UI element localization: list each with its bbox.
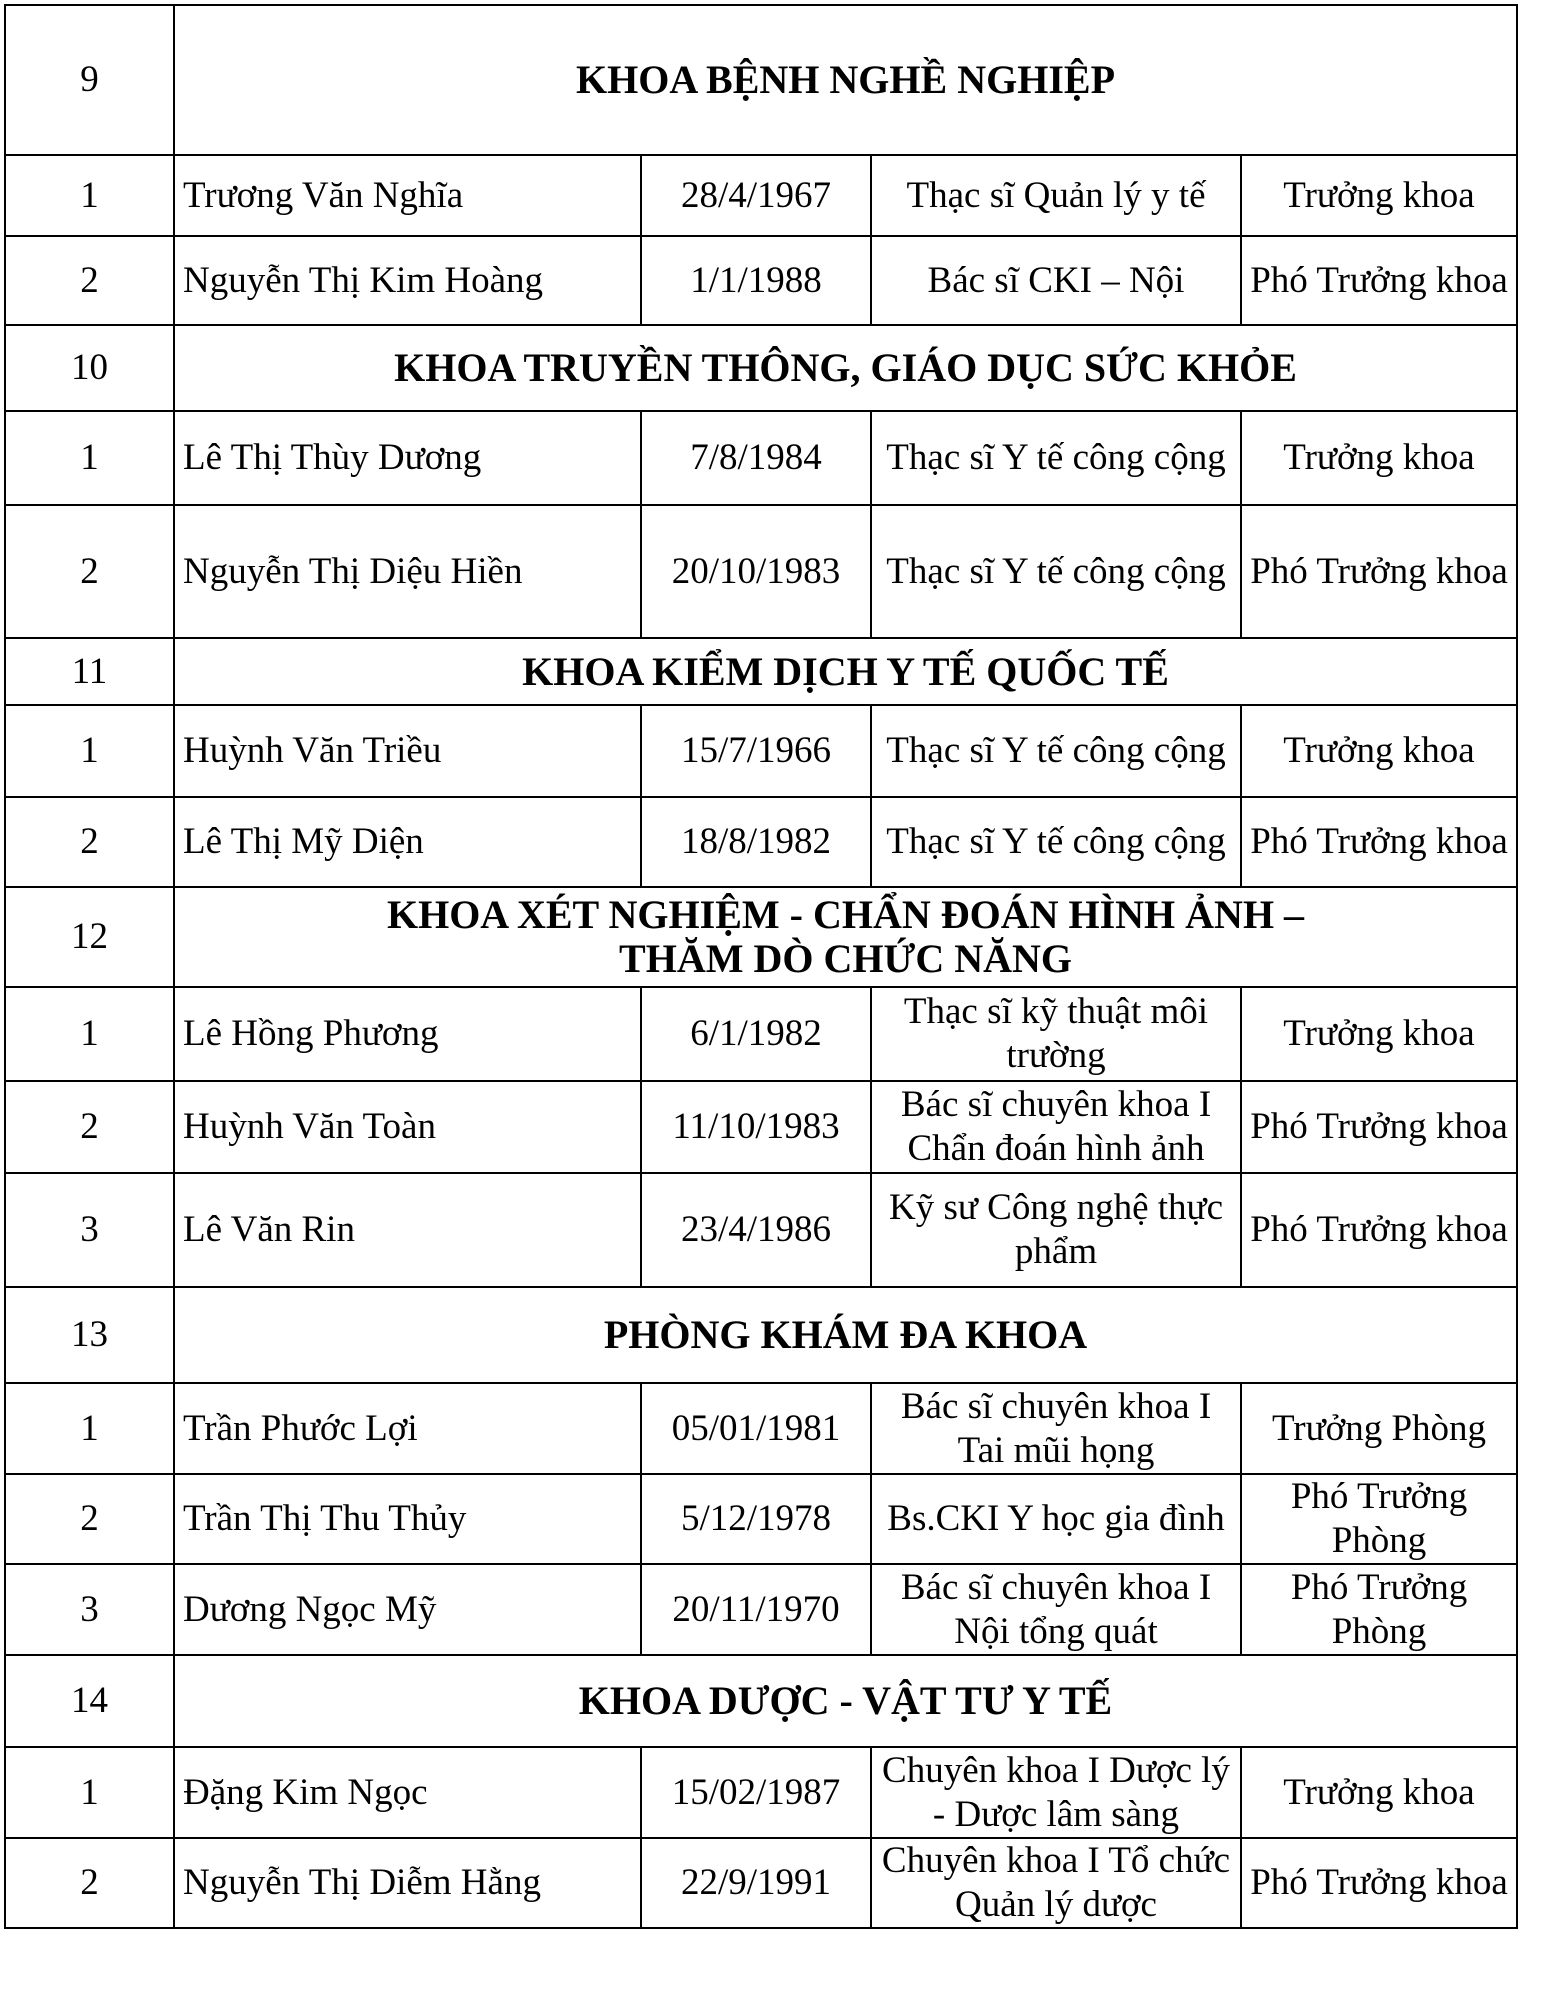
staff-row (5, 1474, 1517, 1564)
date-of-birth: 18/8/1982 (641, 797, 871, 887)
staff-name: Lê Thị Mỹ Diện (174, 797, 641, 887)
position: Trưởng khoa (1241, 705, 1517, 797)
section-number: 12 (5, 887, 174, 987)
qualification: Bác sĩ CKI – Nội (871, 236, 1241, 325)
date-of-birth: 20/10/1983 (641, 505, 871, 638)
date-of-birth: 15/7/1966 (641, 705, 871, 797)
row-number: 2 (5, 1474, 174, 1564)
section-number: 10 (5, 325, 174, 411)
position: Trưởng Phòng (1241, 1383, 1517, 1474)
position: Phó Trưởng khoa (1241, 1838, 1517, 1928)
section-title: KHOA DƯỢC - VẬT TƯ Y TẾ (174, 1655, 1517, 1747)
staff-table (4, 4, 1518, 1929)
position: Phó Trưởng khoa (1241, 236, 1517, 325)
qualification: Bs.CKI Y học gia đình (871, 1474, 1241, 1564)
qualification: Bác sĩ chuyên khoa I Tai mũi họng (871, 1383, 1241, 1474)
staff-row (5, 236, 1517, 325)
staff-name: Nguyễn Thị Kim Hoàng (174, 236, 641, 325)
qualification: Kỹ sư Công nghệ thực phẩm (871, 1173, 1241, 1287)
position: Trưởng khoa (1241, 411, 1517, 505)
section-title: KHOA TRUYỀN THÔNG, GIÁO DỤC SỨC KHỎE (174, 325, 1517, 411)
date-of-birth: 6/1/1982 (641, 987, 871, 1081)
date-of-birth: 23/4/1986 (641, 1173, 871, 1287)
date-of-birth: 5/12/1978 (641, 1474, 871, 1564)
section-header-row (5, 325, 1517, 411)
staff-row (5, 1564, 1517, 1655)
position: Phó Trưởng Phòng (1241, 1564, 1517, 1655)
date-of-birth: 05/01/1981 (641, 1383, 871, 1474)
date-of-birth: 15/02/1987 (641, 1747, 871, 1838)
staff-name: Trần Phước Lợi (174, 1383, 641, 1474)
row-number: 2 (5, 797, 174, 887)
staff-name: Lê Hồng Phương (174, 987, 641, 1081)
staff-row (5, 505, 1517, 638)
section-title: KHOA BỆNH NGHỀ NGHIỆP (174, 5, 1517, 155)
row-number: 1 (5, 705, 174, 797)
qualification: Thạc sĩ Y tế công cộng (871, 797, 1241, 887)
qualification: Chuyên khoa I Dược lý - Dược lâm sàng (871, 1747, 1241, 1838)
qualification: Thạc sĩ Y tế công cộng (871, 705, 1241, 797)
position: Phó Trưởng khoa (1241, 1081, 1517, 1173)
date-of-birth: 7/8/1984 (641, 411, 871, 505)
section-number: 11 (5, 638, 174, 705)
qualification: Thạc sĩ Y tế công cộng (871, 411, 1241, 505)
section-header-row (5, 887, 1517, 987)
staff-row (5, 1747, 1517, 1838)
staff-row (5, 1173, 1517, 1287)
date-of-birth: 11/10/1983 (641, 1081, 871, 1173)
staff-name: Lê Thị Thùy Dương (174, 411, 641, 505)
section-header-row (5, 5, 1517, 155)
staff-row (5, 1383, 1517, 1474)
staff-row (5, 155, 1517, 236)
date-of-birth: 28/4/1967 (641, 155, 871, 236)
staff-row (5, 1081, 1517, 1173)
staff-name: Huỳnh Văn Toàn (174, 1081, 641, 1173)
row-number: 1 (5, 1747, 174, 1838)
staff-name: Nguyễn Thị Diễm Hằng (174, 1838, 641, 1928)
staff-row (5, 797, 1517, 887)
date-of-birth: 20/11/1970 (641, 1564, 871, 1655)
row-number: 3 (5, 1173, 174, 1287)
qualification: Thạc sĩ Y tế công cộng (871, 505, 1241, 638)
section-title: PHÒNG KHÁM ĐA KHOA (174, 1287, 1517, 1383)
position: Phó Trưởng Phòng (1241, 1474, 1517, 1564)
staff-row (5, 411, 1517, 505)
row-number: 1 (5, 411, 174, 505)
qualification: Chuyên khoa I Tổ chức Quản lý dược (871, 1838, 1241, 1928)
position: Trưởng khoa (1241, 987, 1517, 1081)
qualification: Thạc sĩ Quản lý y tế (871, 155, 1241, 236)
row-number: 2 (5, 1838, 174, 1928)
position: Phó Trưởng khoa (1241, 505, 1517, 638)
row-number: 3 (5, 1564, 174, 1655)
section-header-row (5, 1655, 1517, 1747)
staff-row (5, 705, 1517, 797)
date-of-birth: 22/9/1991 (641, 1838, 871, 1928)
qualification: Bác sĩ chuyên khoa I Nội tổng quát (871, 1564, 1241, 1655)
section-number: 9 (5, 5, 174, 155)
staff-table-body (5, 5, 1517, 1928)
staff-name: Nguyễn Thị Diệu Hiền (174, 505, 641, 638)
staff-name: Lê Văn Rin (174, 1173, 641, 1287)
section-number: 14 (5, 1655, 174, 1747)
qualification: Bác sĩ chuyên khoa I Chẩn đoán hình ảnh (871, 1081, 1241, 1173)
row-number: 1 (5, 155, 174, 236)
staff-name: Dương Ngọc Mỹ (174, 1564, 641, 1655)
qualification: Thạc sĩ kỹ thuật môi trường (871, 987, 1241, 1081)
section-header-row (5, 1287, 1517, 1383)
row-number: 1 (5, 987, 174, 1081)
staff-name: Trương Văn Nghĩa (174, 155, 641, 236)
row-number: 2 (5, 236, 174, 325)
row-number: 1 (5, 1383, 174, 1474)
staff-row (5, 1838, 1517, 1928)
section-title: KHOA KIỂM DỊCH Y TẾ QUỐC TẾ (174, 638, 1517, 705)
staff-name: Huỳnh Văn Triều (174, 705, 641, 797)
date-of-birth: 1/1/1988 (641, 236, 871, 325)
staff-name: Trần Thị Thu Thủy (174, 1474, 641, 1564)
section-header-row (5, 638, 1517, 705)
position: Phó Trưởng khoa (1241, 797, 1517, 887)
staff-name: Đặng Kim Ngọc (174, 1747, 641, 1838)
row-number: 2 (5, 1081, 174, 1173)
position: Trưởng khoa (1241, 155, 1517, 236)
section-number: 13 (5, 1287, 174, 1383)
staff-row (5, 987, 1517, 1081)
row-number: 2 (5, 505, 174, 638)
position: Trưởng khoa (1241, 1747, 1517, 1838)
position: Phó Trưởng khoa (1241, 1173, 1517, 1287)
section-title: KHOA XÉT NGHIỆM - CHẨN ĐOÁN HÌNH ẢNH – THĂM DÒ CHỨC NĂNG (174, 887, 1517, 987)
